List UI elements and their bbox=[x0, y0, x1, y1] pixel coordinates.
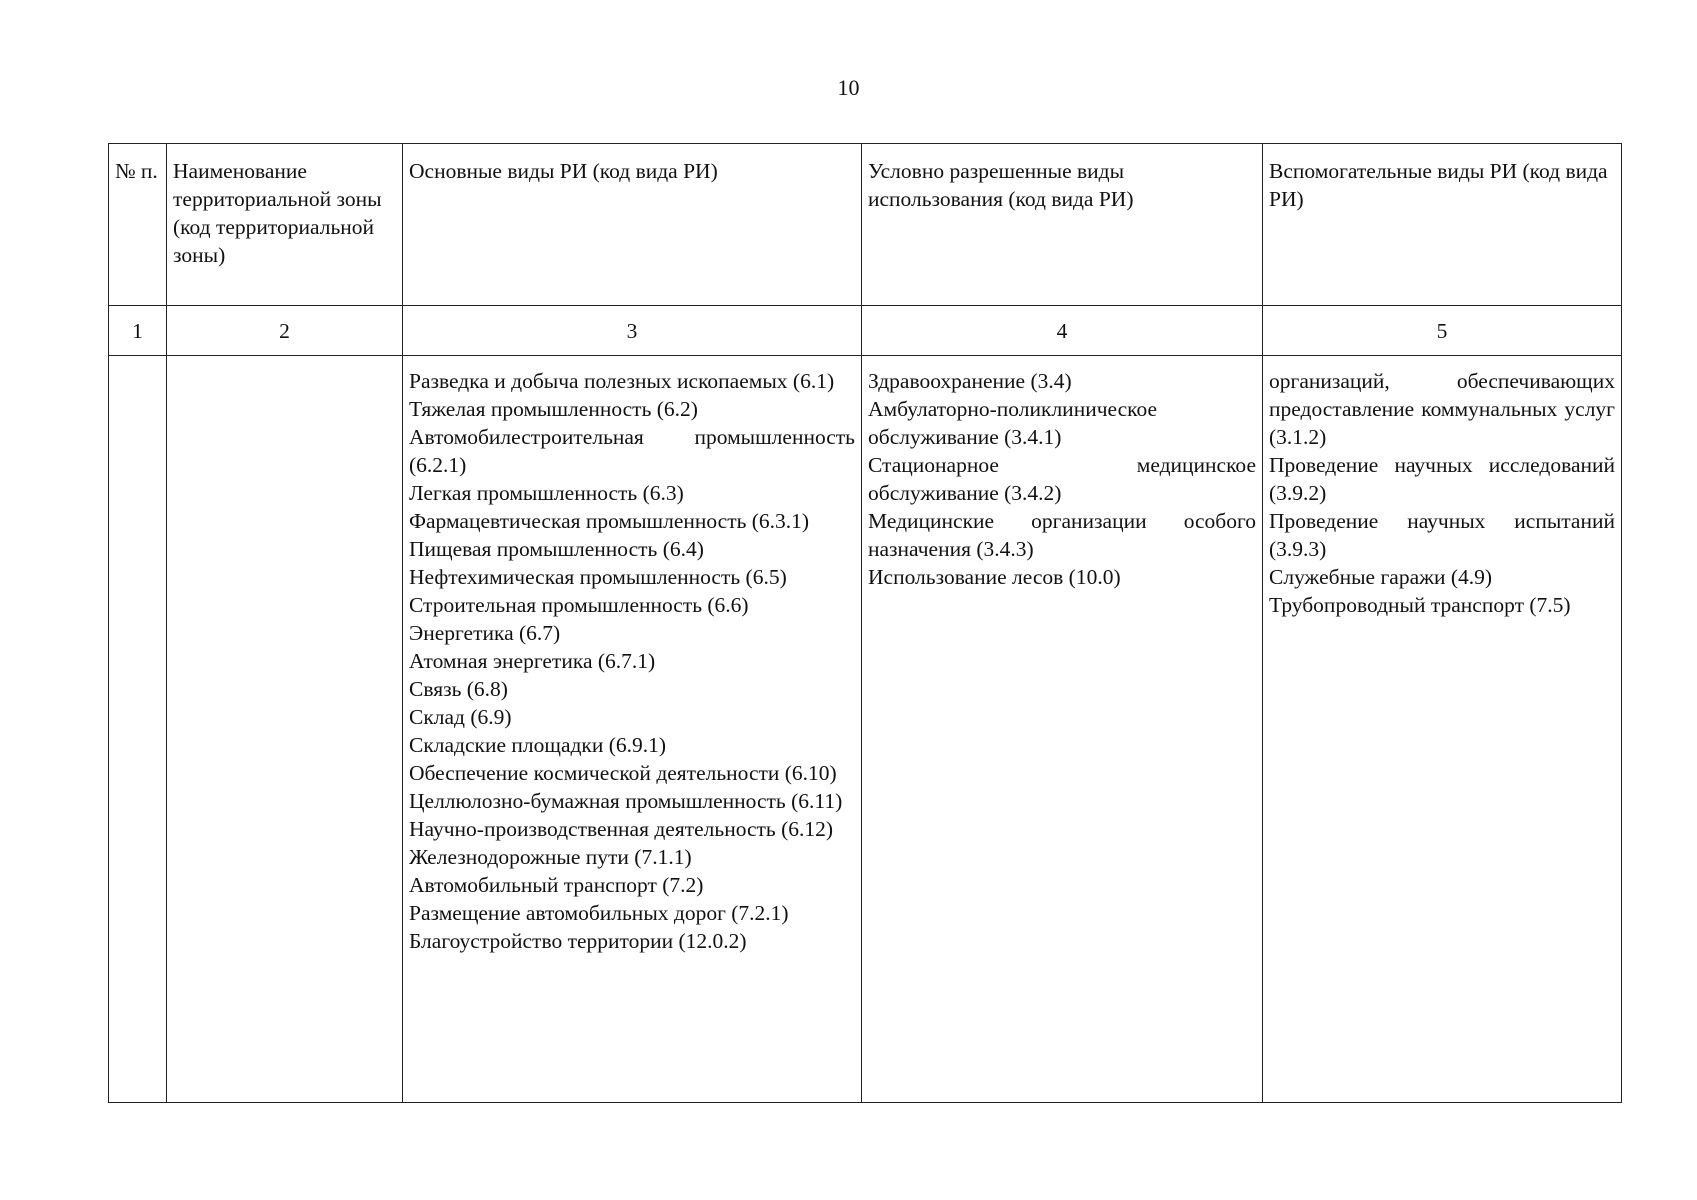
header-zone-name bbox=[167, 144, 403, 306]
list-item: Автомобильный транспорт (7.2) bbox=[409, 873, 704, 897]
table-row bbox=[109, 356, 1622, 1103]
list-item: Обеспечение космической деятельности (6.10) bbox=[409, 761, 837, 785]
list-item: Фармацевтическая промышленность (6.3.1) bbox=[409, 509, 810, 533]
list-item: Здравоохранение (3.4) bbox=[868, 369, 1072, 393]
conditional-uses-list bbox=[868, 367, 1256, 591]
list-item: Размещение автомобильных дорог (7.2.1) bbox=[409, 901, 789, 925]
header-main-uses bbox=[403, 144, 862, 306]
list-item: Трубопроводный транспорт (7.5) bbox=[1269, 593, 1571, 617]
list-item: Служебные гаражи (4.9) bbox=[1269, 565, 1493, 589]
list-item: Железнодорожные пути (7.1.1) bbox=[409, 845, 692, 869]
column-number-3: 3 bbox=[403, 306, 862, 356]
list-item: Нефтехимическая промышленность (6.5) bbox=[409, 565, 787, 589]
header-zone-name-text: Наименование территориальной зоны (код территориальной зоны) bbox=[173, 159, 382, 267]
header-auxiliary-uses-text: Вспомогательные виды РИ (код вида РИ) bbox=[1269, 159, 1608, 211]
header-number bbox=[109, 144, 167, 306]
header-conditional-uses bbox=[862, 144, 1263, 306]
list-item: Разведка и добыча полезных ископаемых (6.1) bbox=[409, 369, 835, 393]
list-item: Тяжелая промышленность (6.2) bbox=[409, 397, 698, 421]
list-item: Целлюлозно-бумажная промышленность (6.11) bbox=[409, 789, 843, 813]
list-item: организаций, обеспечивающих предоставление коммунальных услуг (3.1.2) bbox=[1269, 369, 1615, 449]
list-item: Стационарное медицинское обслуживание (3.4.2) bbox=[868, 453, 1256, 505]
list-item: Использование лесов (10.0) bbox=[868, 565, 1121, 589]
column-number-row bbox=[109, 306, 1622, 356]
list-item: Научно-производственная деятельность (6.12) bbox=[409, 817, 834, 841]
list-item: Благоустройство территории (12.0.2) bbox=[409, 929, 747, 953]
list-item: Автомобилестроительная промышленность (6.2.1) bbox=[409, 425, 855, 477]
row-zone-cell bbox=[167, 356, 403, 1103]
list-item: Склад (6.9) bbox=[409, 705, 512, 729]
column-number-4: 4 bbox=[862, 306, 1263, 356]
list-item: Строительная промышленность (6.6) bbox=[409, 593, 749, 617]
auxiliary-uses-cell bbox=[1263, 356, 1622, 1103]
column-number-1: 1 bbox=[109, 306, 167, 356]
list-item: Связь (6.8) bbox=[409, 677, 508, 701]
auxiliary-uses-list bbox=[1269, 367, 1615, 619]
list-item: Атомная энергетика (6.7.1) bbox=[409, 649, 656, 673]
row-number-cell bbox=[109, 356, 167, 1103]
zones-table bbox=[108, 143, 1622, 1103]
header-number-text: № п. bbox=[115, 159, 158, 183]
list-item: Легкая промышленность (6.3) bbox=[409, 481, 684, 505]
list-item: Медицинские организации особого назначения (3.4.3) bbox=[868, 509, 1256, 561]
list-item: Энергетика (6.7) bbox=[409, 621, 561, 645]
header-auxiliary-uses bbox=[1263, 144, 1622, 306]
page-number: 10 bbox=[837, 75, 860, 100]
list-item: Складские площадки (6.9.1) bbox=[409, 733, 667, 757]
header-main-uses-text: Основные виды РИ (код вида РИ) bbox=[409, 159, 718, 183]
conditional-uses-cell bbox=[862, 356, 1263, 1103]
table-header-row bbox=[109, 144, 1622, 306]
list-item: Пищевая промышленность (6.4) bbox=[409, 537, 704, 561]
list-item: Проведение научных исследований (3.9.2) bbox=[1269, 453, 1615, 505]
main-uses-list bbox=[409, 367, 855, 955]
list-item: Амбулаторно-поликлиническое обслуживание (3.4.1) bbox=[868, 397, 1158, 449]
column-number-5: 5 bbox=[1263, 306, 1622, 356]
main-uses-cell bbox=[403, 356, 862, 1103]
list-item: Проведение научных испытаний (3.9.3) bbox=[1269, 509, 1615, 561]
header-conditional-uses-text: Условно разрешенные виды использования (код вида РИ) bbox=[868, 159, 1134, 211]
column-number-2: 2 bbox=[167, 306, 403, 356]
